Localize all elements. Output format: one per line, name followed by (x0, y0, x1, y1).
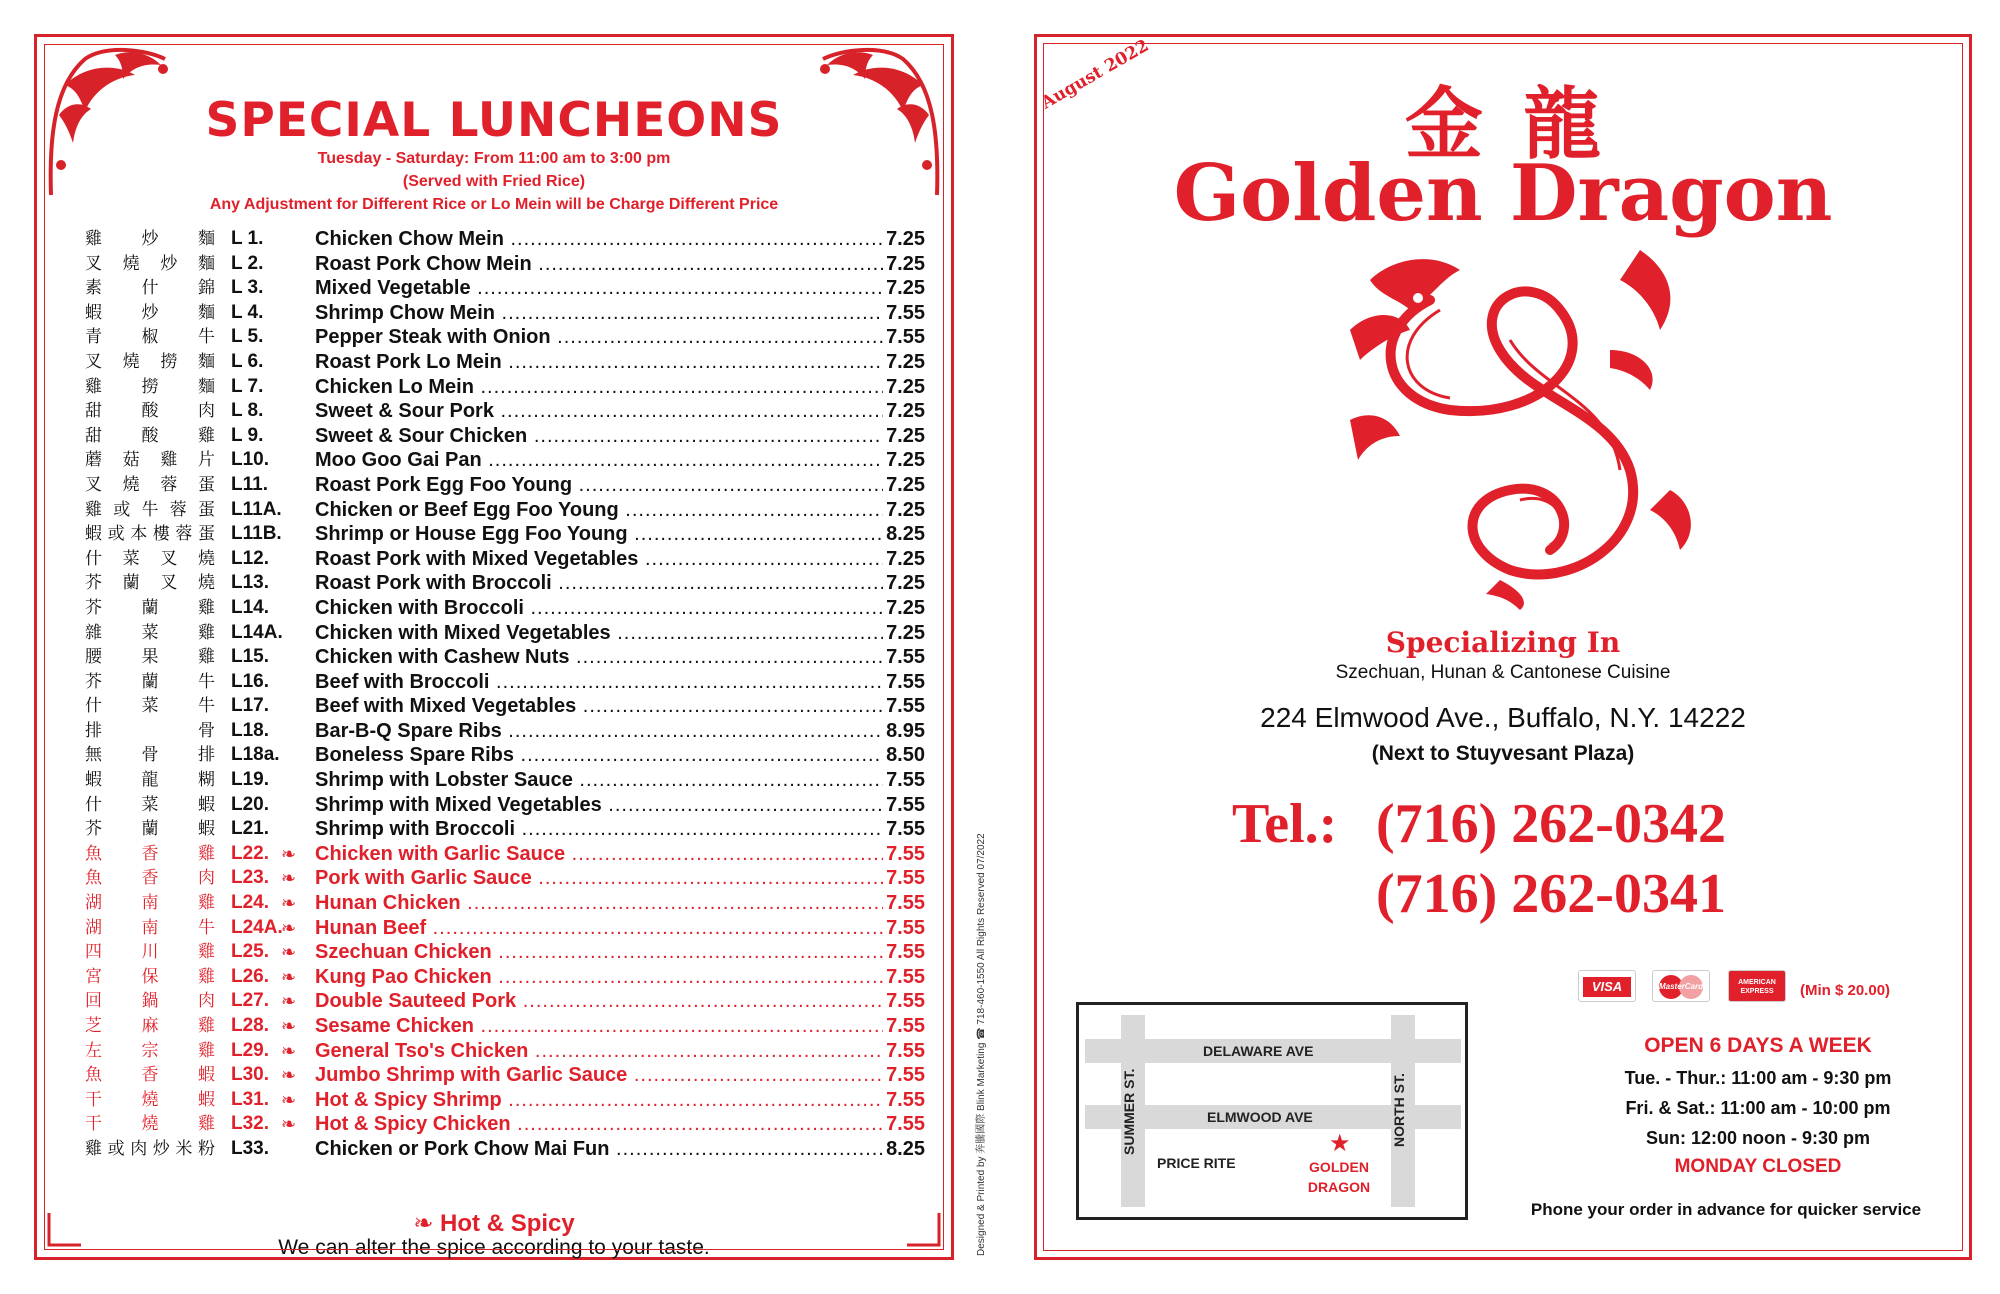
chili-icon: ❧ (281, 1016, 297, 1036)
open-days: OPEN 6 DAYS A WEEK (1644, 1034, 1872, 1057)
menu-item-chinese: 叉燒撈麵 (85, 351, 215, 372)
menu-item-code: L 7. (231, 375, 264, 397)
menu-item-name: Bar-B-Q Spare Ribs ..... (315, 719, 883, 743)
menu-item-name: Roast Pork Chow Mein ..... (315, 252, 883, 276)
menu-item-price: 7.25 (886, 547, 925, 570)
chinese-name: 金龍 (1404, 79, 1641, 170)
chili-icon: ❧ (281, 843, 297, 864)
menu-item-name: Chicken or Beef Egg Foo Young ..... (315, 498, 883, 522)
menu-item-name: Hunan Beef ..... (315, 916, 883, 940)
menu-item (85, 227, 925, 252)
menu-item-price: 7.55 (886, 1113, 925, 1136)
menu-item-name: Chicken Chow Mein ..... (315, 227, 883, 251)
menu-item-code: L22. (231, 842, 270, 864)
luncheon-page (34, 34, 954, 1260)
menu-item-code: L 1. (231, 228, 264, 249)
menu-item (85, 940, 925, 965)
menu-item-chinese: 什菜蝦 (85, 794, 215, 815)
minimum-charge: (Min $ 20.00) (1800, 982, 1891, 999)
phone-number-1[interactable]: (716) 262-0342 (1376, 793, 1726, 855)
menu-item (85, 645, 925, 670)
menu-item-chinese: 雞或牛蓉蛋 (85, 499, 215, 520)
menu-item-price: 7.25 (886, 424, 925, 447)
chili-icon: ❧ (281, 1114, 297, 1135)
menu-item (85, 670, 925, 695)
menu-item-name: Shrimp Chow Mein ..... (315, 301, 883, 325)
menu-item (85, 276, 925, 301)
menu-item-code: L26. (231, 965, 270, 987)
menu-item-code: L20. (231, 793, 270, 815)
menu-item (85, 817, 925, 842)
menu-item (85, 719, 925, 744)
menu-item-code: L14. (231, 596, 270, 618)
menu-item (85, 1014, 925, 1039)
menu-item-price: 8.25 (886, 1137, 925, 1160)
chili-icon: ❧ (281, 1040, 297, 1061)
menu-item-chinese: 魚香肉 (85, 868, 215, 889)
menu-item-code: L28. (231, 1015, 270, 1036)
chili-icon: ❧ (281, 868, 297, 889)
menu-item (85, 965, 925, 990)
menu-item-chinese: 排骨 (85, 720, 215, 741)
menu-item-name: Szechuan Chicken ..... (315, 940, 883, 964)
menu-item-price: 7.55 (886, 695, 925, 718)
menu-item (85, 621, 925, 646)
north-label: NORTH ST. (1391, 1073, 1407, 1147)
menu-item-name: Hunan Chicken ..... (315, 891, 883, 915)
menu-item (85, 1039, 925, 1064)
menu-item (85, 350, 925, 375)
delaware-label: DELAWARE AVE (1203, 1043, 1314, 1059)
menu-item-chinese: 芝麻雞 (85, 1016, 215, 1036)
menu-item-price: 7.25 (886, 498, 925, 521)
menu-item-chinese: 芥蘭蝦 (85, 819, 215, 840)
menu-item-chinese: 宮保雞 (85, 966, 215, 987)
menu-item-chinese: 叉燒炒麵 (85, 253, 215, 274)
menu-item-chinese: 左宗雞 (85, 1040, 215, 1061)
hot-spicy-label: Hot & Spicy (440, 1210, 575, 1237)
address: 224 Elmwood Ave., Buffalo, N.Y. 14222 (1260, 702, 1746, 733)
luncheon-title: SPECIAL LUNCHEONS (205, 93, 783, 148)
menu-item-name: Double Sauteed Pork ..... (315, 989, 883, 1013)
menu-item (85, 891, 925, 916)
menu-item-name: Roast Pork Egg Foo Young ..... (315, 473, 883, 497)
closed-day: MONDAY CLOSED (1674, 1156, 1842, 1177)
menu-item-price: 7.25 (886, 375, 925, 398)
menu-item-name: Hot & Spicy Chicken ..... (315, 1112, 883, 1136)
chili-icon: ❧ (281, 942, 297, 963)
menu-item-price: 7.25 (886, 473, 925, 496)
menu-item-chinese: 雞撈麵 (85, 376, 215, 397)
menu-item-price: 7.55 (886, 646, 925, 669)
summer-label: SUMMER ST. (1121, 1068, 1137, 1155)
menu-item-name: Chicken with Broccoli ..... (315, 596, 883, 620)
menu-item-code: L 4. (231, 301, 264, 323)
menu-item (85, 301, 925, 326)
cuisine-line: Szechuan, Hunan & Cantonese Cuisine (1335, 662, 1671, 683)
menu-item (85, 252, 925, 277)
menu-item-name: Sesame Chicken ..... (315, 1014, 883, 1038)
menu-item (85, 547, 925, 572)
hours-sun: Sun: 12:00 noon - 9:30 pm (1645, 1128, 1871, 1148)
chili-icon: ❧ (281, 917, 297, 938)
printer-credit: Designed & Printed by 奔騰國際 Blink Marketing ☎ 718-460-1550 All Rights Reserved 07/2022 (976, 833, 987, 1256)
menu-item-price: 7.25 (886, 596, 925, 619)
menu-item-chinese: 青椒牛 (85, 327, 215, 348)
menu-item-price: 7.55 (886, 916, 925, 939)
menu-item-code: L 6. (231, 350, 264, 372)
menu-item-price: 7.55 (886, 990, 925, 1013)
menu-item-price: 7.55 (886, 892, 925, 915)
menu-item (85, 694, 925, 719)
menu-item-code: L17. (231, 695, 270, 717)
menu-item-name: Beef with Broccoli ..... (315, 670, 883, 694)
amex-icon: AMERICAN EXPRESS (1728, 970, 1786, 1002)
menu-item-code: L30. (231, 1064, 270, 1086)
order-advance-note: Phone your order in advance for quicker service (1530, 1200, 1922, 1219)
menu-item-price: 7.55 (886, 818, 925, 841)
menu-item-code: L18. (231, 719, 270, 741)
menu-item-code: L15. (231, 646, 270, 668)
menu-item-price: 8.95 (886, 719, 925, 742)
menu-item-chinese: 芥蘭牛 (85, 671, 215, 692)
menu-item (85, 325, 925, 350)
menu-item-price: 7.55 (886, 1088, 925, 1111)
luncheon-hours: Tuesday - Saturday: From 11:00 am to 3:00 pm (317, 150, 671, 167)
menu-item (85, 473, 925, 498)
menu-item-price: 7.25 (886, 252, 925, 275)
menu-item-chinese: 魚香蝦 (85, 1065, 215, 1086)
menu-item-chinese: 干燒蝦 (85, 1089, 215, 1110)
menu-item (85, 1088, 925, 1113)
menu-item-chinese: 叉燒蓉蛋 (85, 474, 215, 495)
menu-item-chinese: 干燒雞 (85, 1114, 215, 1135)
menu-item-code: L14A. (231, 621, 283, 643)
menu-item-name: Beef with Mixed Vegetables ..... (315, 694, 883, 718)
menu-item-chinese: 無骨排 (85, 745, 215, 766)
menu-item (85, 842, 925, 867)
menu-item-code: L32. (231, 1113, 270, 1135)
menu-item-code: L18a. (231, 744, 280, 766)
menu-item (85, 793, 925, 818)
menu-item-name: Hot & Spicy Shrimp ..... (315, 1088, 883, 1112)
menu-item-chinese: 芥蘭叉燒 (85, 573, 215, 594)
menu-item (85, 498, 925, 523)
menu-item-chinese: 回鍋肉 (85, 991, 215, 1012)
chili-icon: ❧ (281, 991, 297, 1012)
menu-item-code: L11B. (231, 523, 282, 545)
menu-item-price: 7.25 (886, 621, 925, 644)
menu-item-price: 7.25 (886, 228, 925, 250)
menu-item-code: L23. (231, 867, 270, 889)
menu-item-price: 8.25 (886, 523, 925, 546)
chili-icon: ❧ (281, 1089, 297, 1110)
menu-item-name: Roast Pork Lo Mein ..... (315, 350, 883, 374)
menu-item-price: 7.55 (886, 793, 925, 816)
menu-item-chinese: 魚香雞 (85, 843, 215, 864)
menu-item-price: 7.25 (886, 449, 925, 472)
menu-item-chinese: 蝦炒麵 (85, 302, 215, 323)
menu-item-chinese: 甜酸肉 (85, 401, 215, 422)
menu-item-code: L31. (231, 1088, 270, 1110)
spice-note: We can alter the spice according to your taste. (278, 1236, 710, 1259)
menu-item-price: 7.55 (886, 941, 925, 964)
menu-item-name: Sweet & Sour Pork ..... (315, 399, 883, 423)
menu-item-code: L 3. (231, 277, 264, 299)
menu-item (85, 1112, 925, 1137)
luncheon-menu-list (85, 227, 925, 1162)
menu-item-code: L21. (231, 818, 270, 840)
menu-item-name: Mixed Vegetable ..... (315, 276, 883, 300)
menu-item-code: L16. (231, 670, 270, 692)
menu-item (85, 1063, 925, 1088)
menu-item-chinese: 什菜叉燒 (85, 548, 215, 569)
menu-item (85, 596, 925, 621)
menu-item-code: L 5. (231, 326, 264, 348)
menu-item (85, 1137, 925, 1162)
menu-item-name: Shrimp with Lobster Sauce ..... (315, 768, 883, 792)
menu-item (85, 424, 925, 449)
menu-item-name: Shrimp with Broccoli ..... (315, 817, 883, 841)
menu-item-name: Chicken or Pork Chow Mai Fun ..... (315, 1137, 883, 1161)
edition-date: August 2022 (1038, 35, 1153, 114)
menu-item-price: 7.25 (886, 572, 925, 595)
menu-item-code: L 8. (231, 400, 264, 422)
mastercard-icon: MasterCard (1652, 970, 1710, 1002)
menu-item-name: Kung Pao Chicken ..... (315, 965, 883, 989)
menu-item-name: Shrimp or House Egg Foo Young ..... (315, 522, 883, 546)
menu-item-price: 8.50 (886, 744, 925, 767)
menu-item-name: Roast Pork with Broccoli ..... (315, 571, 883, 595)
menu-item-name: Chicken with Cashew Nuts ..... (315, 645, 883, 669)
menu-item-price: 7.55 (886, 1015, 925, 1037)
menu-item-code: L29. (231, 1039, 270, 1061)
menu-item (85, 448, 925, 473)
star-icon: ★ (1329, 1130, 1351, 1157)
menu-item-chinese: 雜菜雞 (85, 622, 215, 643)
chili-icon: ❧ (413, 1210, 441, 1237)
menu-item-price: 7.55 (886, 1039, 925, 1062)
menu-item-chinese: 腰果雞 (85, 647, 215, 668)
menu-item-name: Pork with Garlic Sauce ..... (315, 866, 883, 890)
menu-item-chinese: 什菜牛 (85, 696, 215, 717)
menu-item-chinese: 雞炒麵 (85, 229, 215, 249)
menu-item-code: L19. (231, 769, 270, 791)
menu-item-price: 7.55 (886, 301, 925, 324)
menu-item-chinese: 蝦或本樓蓉蛋 (85, 524, 215, 545)
menu-item (85, 522, 925, 547)
hours-tue-thur: Tue. - Thur.: 11:00 am - 9:30 pm (1624, 1068, 1892, 1088)
chili-icon: ❧ (281, 966, 297, 987)
restaurant-name: Golden Dragon (1173, 148, 1833, 239)
menu-item-chinese: 甜酸雞 (85, 425, 215, 446)
menu-item (85, 375, 925, 400)
menu-item-code: L13. (231, 572, 270, 594)
menu-item-code: L25. (231, 941, 270, 963)
menu-item-code: L 2. (231, 252, 264, 274)
menu-item (85, 916, 925, 941)
menu-item-code: L27. (231, 990, 270, 1012)
menu-item-code: L12. (231, 547, 270, 569)
phone-number-2[interactable]: (716) 262-0341 (1376, 863, 1726, 925)
elmwood-label: ELMWOOD AVE (1207, 1109, 1313, 1125)
menu-item-name: Chicken Lo Mein ..... (315, 375, 883, 399)
tel-label: Tel.: (1232, 793, 1338, 855)
menu-item-price: 7.55 (886, 1064, 925, 1087)
menu-item-chinese: 四川雞 (85, 942, 215, 963)
menu-item-price: 7.55 (886, 326, 925, 349)
menu-item (85, 768, 925, 793)
menu-item-name: Sweet & Sour Chicken ..... (315, 424, 883, 448)
menu-item-name: Pepper Steak with Onion ..... (315, 325, 883, 349)
menu-item (85, 743, 925, 768)
hours-fri-sat: Fri. & Sat.: 11:00 am - 10:00 pm (1625, 1098, 1891, 1118)
menu-item-chinese: 湖南雞 (85, 893, 215, 914)
menu-item-code: L24. (231, 892, 270, 914)
menu-item-code: L24A. (231, 916, 283, 938)
menu-item-price: 7.25 (886, 400, 925, 423)
menu-item-price: 7.55 (886, 769, 925, 792)
menu-item-name: Chicken with Garlic Sauce ..... (315, 842, 883, 866)
menu-item-price: 7.55 (886, 965, 925, 988)
menu-item-price: 7.25 (886, 350, 925, 373)
menu-item-name: Moo Goo Gai Pan ..... (315, 448, 883, 472)
menu-item (85, 989, 925, 1014)
menu-item-code: L 9. (231, 424, 264, 446)
menu-item-code: L11. (231, 473, 268, 495)
menu-item-code: L11A. (231, 498, 282, 520)
menu-item-code: L10. (231, 449, 270, 471)
menu-item-chinese: 雞或肉炒米粉 (85, 1138, 215, 1159)
menu-item-name: General Tso's Chicken ..... (315, 1039, 883, 1063)
menu-item-code: L33. (231, 1137, 270, 1159)
menu-item-price: 7.55 (886, 867, 925, 890)
dragon-label: DRAGON (1307, 1179, 1371, 1195)
menu-item-chinese: 湖南牛 (85, 917, 215, 938)
menu-item-name: Roast Pork with Mixed Vegetables ..... (315, 547, 883, 571)
menu-item-name: Jumbo Shrimp with Garlic Sauce ..... (315, 1063, 883, 1087)
menu-item-chinese: 蝦龍糊 (85, 770, 215, 791)
specializing-heading: Specializing In (1385, 626, 1621, 659)
chili-icon: ❧ (281, 1065, 297, 1086)
price-rite-label: PRICE RITE (1157, 1155, 1236, 1171)
golden-label: GOLDEN (1309, 1159, 1369, 1175)
location-map (1076, 1002, 1468, 1220)
menu-item-price: 7.55 (886, 842, 925, 865)
menu-item-price: 7.55 (886, 670, 925, 693)
menu-item (85, 399, 925, 424)
menu-item (85, 571, 925, 596)
chili-icon: ❧ (281, 893, 297, 914)
menu-item-name: Shrimp with Mixed Vegetables ..... (315, 793, 883, 817)
menu-item (85, 866, 925, 891)
menu-item-chinese: 素什錦 (85, 278, 215, 299)
menu-item-chinese: 蘑菇雞片 (85, 450, 215, 471)
menu-item-chinese: 芥蘭雞 (85, 597, 215, 618)
served-note: (Served with Fried Rice) (402, 173, 586, 190)
dragon-illustration (1310, 240, 1720, 610)
menu-item-name: Chicken with Mixed Vegetables ..... (315, 621, 883, 645)
landmark-note: (Next to Stuyvesant Plaza) (1371, 742, 1635, 765)
menu-item-price: 7.25 (886, 277, 925, 300)
menu-item-name: Boneless Spare Ribs ..... (315, 743, 883, 767)
adjustment-note: Any Adjustment for Different Rice or Lo Mein will be Charge Different Price (209, 196, 779, 213)
visa-icon: VISA (1578, 970, 1636, 1002)
hot-spicy-legend (37, 1209, 951, 1238)
